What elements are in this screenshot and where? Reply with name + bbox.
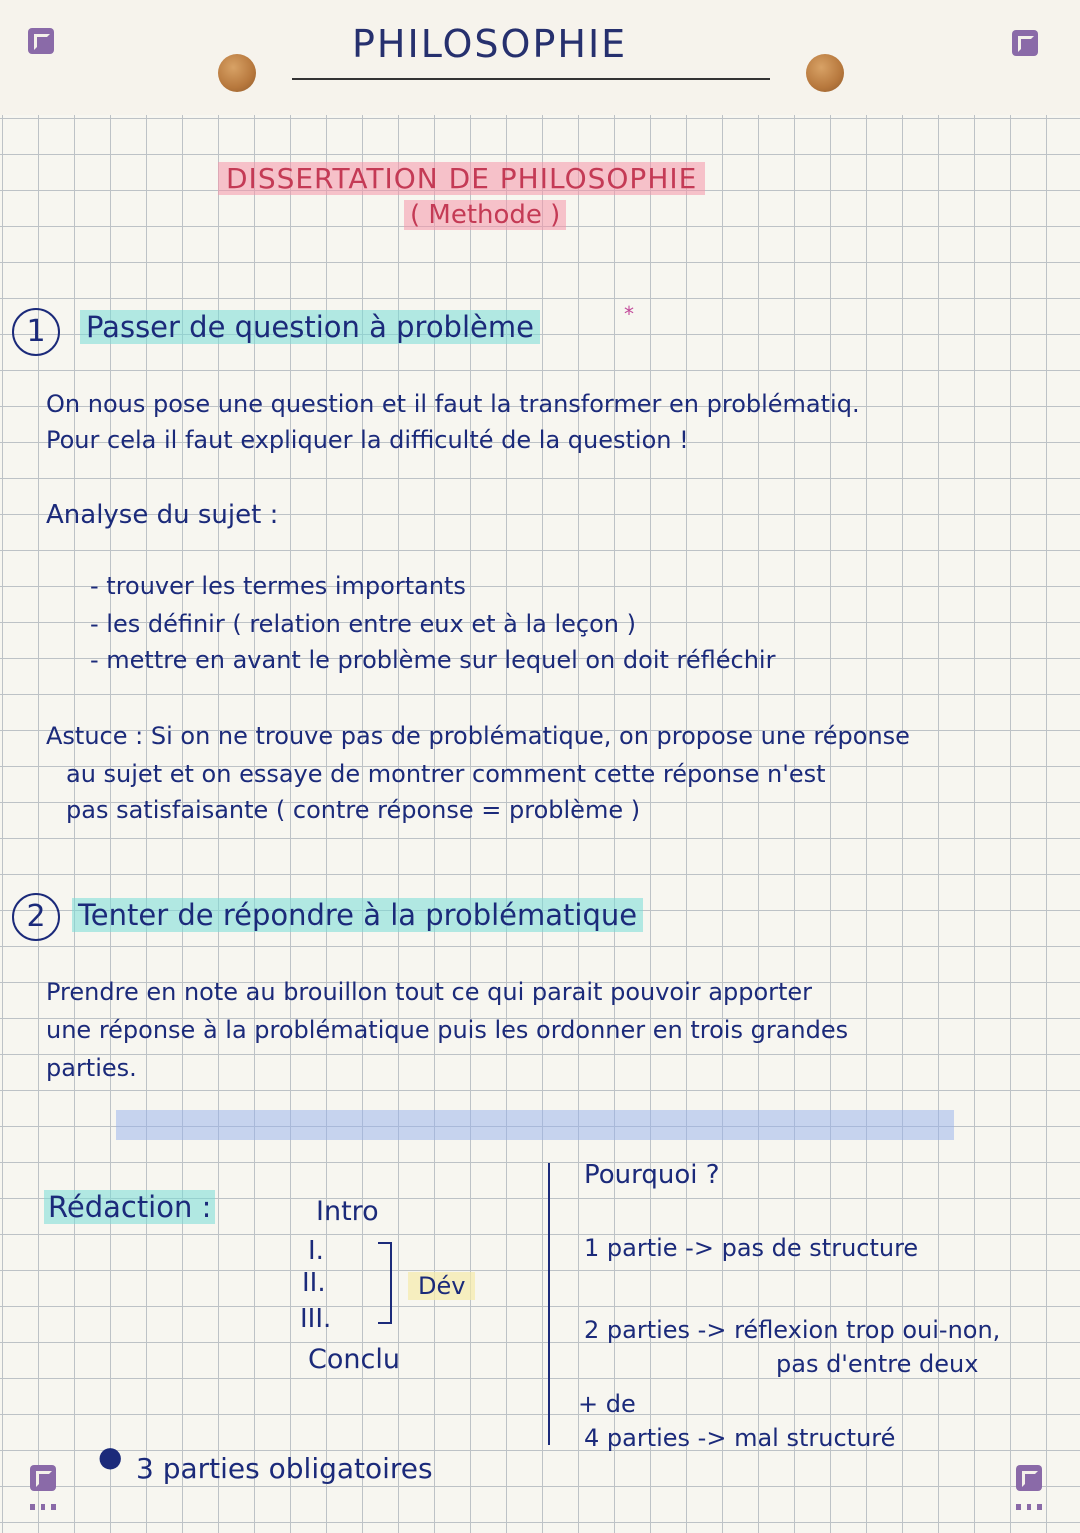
pourquoi-row: pas d'entre deux (776, 1350, 979, 1378)
corner-dots-icon (1016, 1504, 1042, 1510)
title-underline (292, 78, 770, 80)
astuce-line: au sujet et on essaye de montrer comment cette réponse n'est (66, 760, 826, 788)
binder-hole-icon (218, 54, 256, 92)
pourquoi-row: 1 partie -> pas de structure (584, 1234, 919, 1262)
section2-heading: Tenter de répondre à la problématique (72, 898, 643, 932)
asterisk-icon: * (624, 302, 634, 326)
section1-paragraph-line: On nous pose une question et il faut la transformer en problématiq. (46, 390, 860, 418)
section1-heading: Passer de question à problème (80, 310, 540, 344)
analyse-label: Analyse du sujet : (46, 500, 279, 530)
page-title: PHILOSOPHIE (352, 22, 628, 66)
corner-dots-icon (30, 1504, 56, 1510)
redaction-label: Rédaction : (44, 1190, 215, 1224)
lightbulb-icon: ● (98, 1440, 123, 1473)
plan-item: II. (302, 1268, 326, 1298)
list-item: - les définir ( relation entre eux et à la leçon ) (90, 610, 637, 638)
document-title: DISSERTATION DE PHILOSOPHIE (218, 162, 705, 195)
binder-hole-icon (806, 54, 844, 92)
pourquoi-row: 4 parties -> mal structuré (584, 1424, 896, 1452)
pourquoi-row: + de (578, 1390, 636, 1418)
corner-logo-icon (28, 28, 54, 54)
astuce-line: pas satisfaisante ( contre réponse = problème ) (66, 796, 641, 824)
corner-logo-icon (30, 1465, 56, 1491)
corner-logo-icon (1016, 1465, 1042, 1491)
redaction-note: 3 parties obligatoires (136, 1452, 433, 1485)
section2-paragraph-line: une réponse à la problématique puis les ordonner en trois grandes (46, 1016, 849, 1044)
document-subtitle: ( Methode ) (404, 200, 566, 230)
section2-paragraph-line: parties. (46, 1054, 137, 1082)
astuce-line: Astuce : Si on ne trouve pas de problématique, on propose une réponse (46, 722, 910, 750)
corner-logo-icon (1012, 30, 1038, 56)
highlight-divider (116, 1110, 954, 1140)
plan-item: Conclu (308, 1344, 400, 1375)
plan-item: I. (308, 1236, 324, 1266)
section2-paragraph-line: Prendre en note au brouillon tout ce qui parait pouvoir apporter (46, 978, 813, 1006)
list-item: - trouver les termes importants (90, 572, 466, 600)
dev-label: Dév (408, 1272, 475, 1300)
list-item: - mettre en avant le problème sur lequel on doit réfléchir (90, 646, 776, 674)
plan-item: Intro (316, 1196, 379, 1227)
section1-paragraph-line: Pour cela il faut expliquer la difficulté de la question ! (46, 426, 689, 454)
section-number-badge: 1 (12, 308, 60, 356)
column-divider (548, 1163, 550, 1445)
pourquoi-title: Pourquoi ? (584, 1160, 720, 1190)
bracket-icon (378, 1242, 392, 1324)
pourquoi-row: 2 parties -> réflexion trop oui-non, (584, 1316, 1001, 1344)
plan-item: III. (300, 1304, 332, 1334)
section-number-badge: 2 (12, 893, 60, 941)
